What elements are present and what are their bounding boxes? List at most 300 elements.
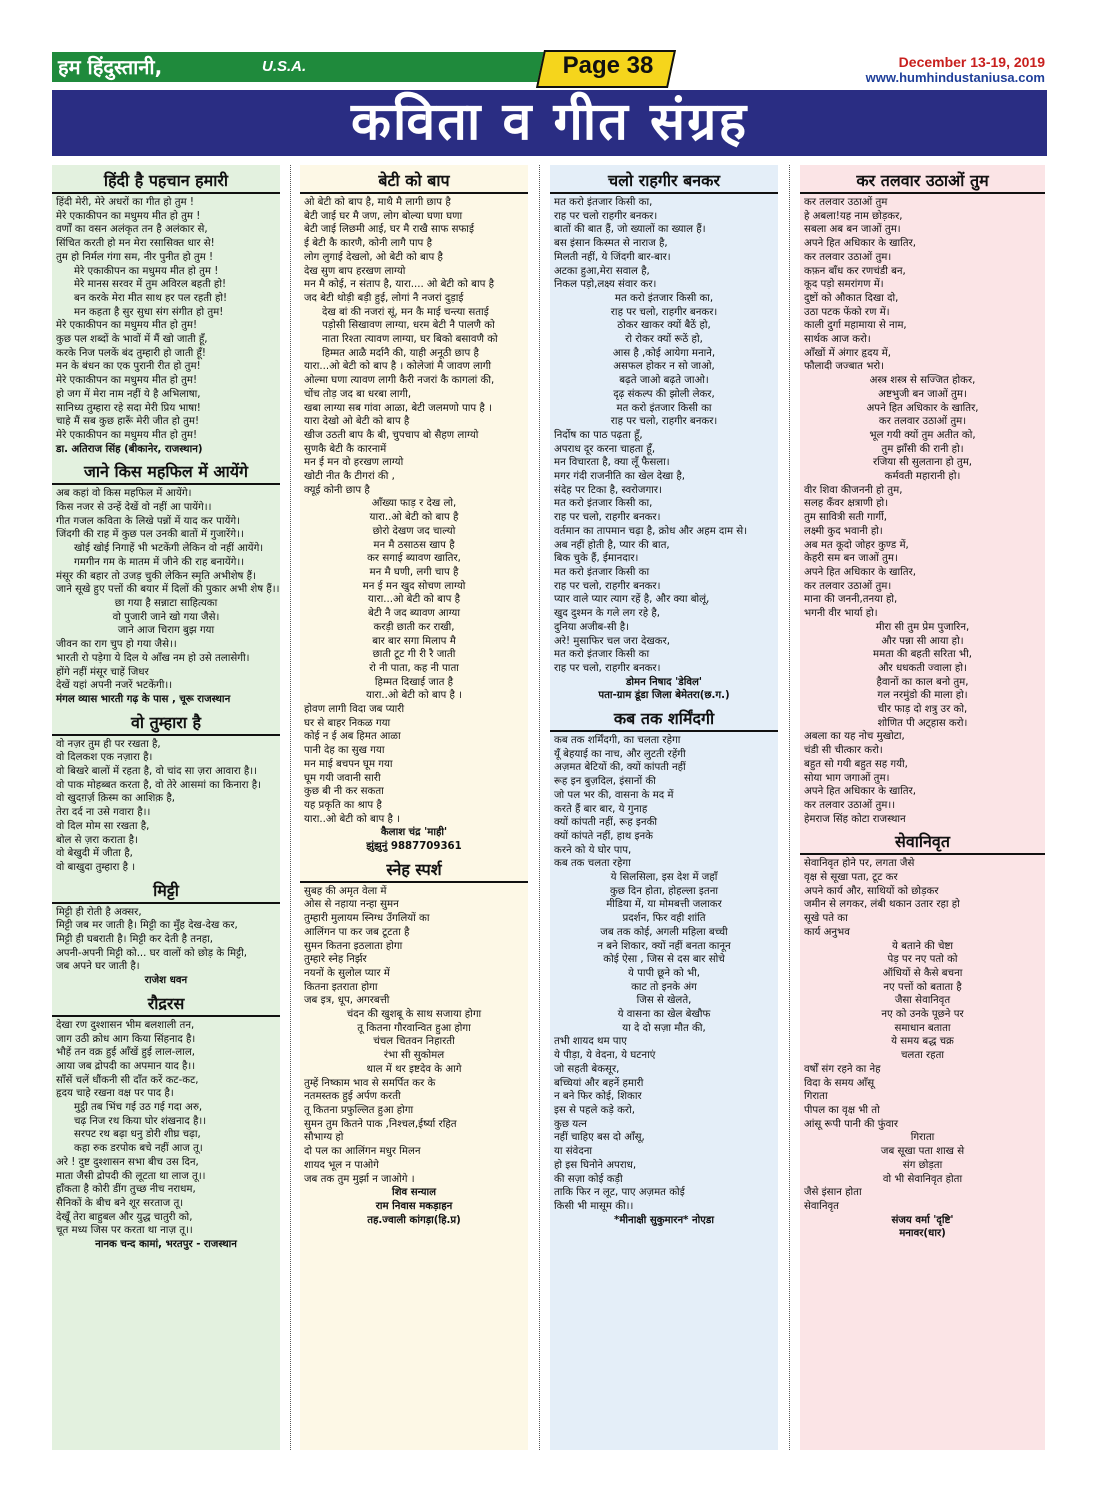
poem-line: ओल्मा घणा त्यावण लागी कैरी नजरां कै कागलां की, xyxy=(304,375,495,387)
poem-line: दुनिया अजीब-सी है। xyxy=(554,621,629,633)
poem-line: नए पत्तों को बताता है xyxy=(883,981,962,993)
poem-line: बेटी जाई घर मै जण, लोग बोल्या घणा घणा xyxy=(304,210,463,222)
poem-line: तह.ज्वाली कांगड़ा(हि.प्र) xyxy=(367,1214,461,1226)
poem-line: यूँ बेहयाई का नाच, और लुटती रहेंगी xyxy=(554,748,686,760)
poem-line: राह पर चलो, राहगीर बनकर। xyxy=(554,580,661,592)
poem-line: काली दुर्गा महामाया से नाम, xyxy=(804,320,907,332)
poem-line: सुमन तुम कितने पाक ,निश्चल,ईर्ष्या रहित xyxy=(304,1118,457,1130)
poem-line: चीर फाड़ दो शत्रु उर को, xyxy=(877,704,968,716)
poem-line: मन ई मन खुद सोचण लाग्यो xyxy=(362,580,466,592)
column-2 xyxy=(300,165,528,1450)
poem-line: जब अपने घर जाती है। xyxy=(56,961,140,973)
poem-line: असफल होकर न सो जाओ, xyxy=(613,361,715,373)
poem-line: जैसा सेवानिवृत xyxy=(894,995,951,1007)
poem-line: कर तलवार उठाओं तुम xyxy=(804,197,888,208)
poem-line: अब नहीं होती है, प्यार की बात, xyxy=(554,539,670,551)
poem-line: क्यों कांपते नहीं, हाथ इनके xyxy=(554,830,653,842)
poem-line: जब इत्र, धूप, अगरबत्ती xyxy=(304,995,390,1007)
poem-line: जमीन से लगकर, लंबी थकान उतार रहा हो xyxy=(804,899,960,911)
poem-line: जो पल भर की, वासना के मद में xyxy=(554,789,674,801)
poem-line: राजेश धवन xyxy=(144,975,188,987)
poem-line: ई बेटी कै कारणै, कोनी लागै पाप है xyxy=(304,238,432,250)
poem-line: अरे! मुसाफिर चल जरा देखकर, xyxy=(554,635,670,647)
poem-line: भौहें तन वक्र हुई आँखें हुई लाल-लाल, xyxy=(56,1047,195,1059)
poem-line: गल नरमुंडो की माला हो। xyxy=(877,690,968,702)
poem-line: तुम झाँसी की रानी हो। xyxy=(881,443,964,455)
poem-line: जब सूखा पता शाख से xyxy=(880,1146,965,1158)
poem-line: बस इंसान किस्मत से नाराज है, xyxy=(554,238,668,250)
poem-line: छा गया है सन्नाटा साहित्यका xyxy=(114,597,218,609)
poem-line: मत करो इंतजार किसी का xyxy=(554,649,650,661)
poem-line: बढ़ते जाओ बढ़ते जाओ। xyxy=(619,375,709,387)
poem-line: ताकि फिर न लूट, पाए अज़मत कोई xyxy=(554,1187,685,1199)
poem-line: कफ़न बाँध कर रणचंडी बन, xyxy=(804,265,906,277)
poem-line: चंदन की खुशबू के साथ सजाया होगा xyxy=(346,1009,482,1021)
poem-line: और पन्ना सी आया हो। xyxy=(881,635,964,647)
poem-title: जाने किस महफिल में आयेंगे xyxy=(52,460,280,485)
poem-line: ठोकर खाकर क्यों बैठें हो, xyxy=(617,320,711,332)
poem-line: बच्चियां और बहनें हमारी xyxy=(554,1077,644,1089)
poem-line: अबला का यह नोच मुखोटा, xyxy=(804,731,905,743)
poem-line: माता जैसी द्रोपदी की लूटता था लाज तू।। xyxy=(56,1170,206,1182)
poem-line: तेरा दर्द ना उसे गवारा है।। xyxy=(56,807,151,819)
poem-line: चूत मध्य जिस पर करता था नाज़ तू।। xyxy=(56,1225,193,1237)
poem-line: रो नी पाता, कह नी पाता xyxy=(369,662,459,674)
poem-line: मिलती नहीं, ये जिंदगी बार-बार। xyxy=(554,251,671,263)
poem-line: जैसे इंसान होता xyxy=(804,1187,862,1199)
column-divider xyxy=(789,165,790,1450)
poem-line: हो जग में मेरा नाम नहीं ये है अभिलाषा, xyxy=(56,388,201,400)
poem-line: सिंचित करती हो मन मेरा रसासिक्त धार से! xyxy=(56,238,215,250)
poem-line: *मीनाक्षी सुकुमारन* नोएडा xyxy=(614,1214,714,1226)
poem-line: वो दिल मोम सा रखता है, xyxy=(56,820,150,832)
poem-title: कर तलवार उठाओं तुम xyxy=(800,169,1045,194)
poem-line: यह प्रकृति का श्राप है xyxy=(304,799,382,811)
poem-line: हृदय चाहे रखना वक्ष पर पाद है। xyxy=(56,1088,174,1100)
poem-line: खबा लाग्या सब गांवा आळा, बेटी जलमणो पाप है । xyxy=(304,402,492,414)
poem-line: चढ़ निज रथ किया घोर शंखनाद है।। xyxy=(74,1115,207,1127)
poem-line: चंडी सी चीत्कार करो। xyxy=(804,745,883,757)
poem-line: राह पर चलो, राहगीर बनकर। xyxy=(554,662,661,674)
poem-line: तुम हो निर्मल गंगा सम, नीर पुनीत हो तुम ! xyxy=(56,251,214,263)
poem-line: वो बिखरे बालों में रहता है, वो चांद सा ज़रा आवारा है।। xyxy=(56,766,258,778)
poem-line: गिराता xyxy=(804,1091,828,1103)
poem-title: रौद्ररस xyxy=(52,992,280,1017)
poem-line: बेटी जाई लिछमी आई, घर मै राखै साफ सफाई xyxy=(304,224,474,236)
poem-line: आया जब द्रोपदी का अपमान याद है।। xyxy=(56,1060,196,1072)
poem-line: गिराता xyxy=(910,1132,935,1144)
poem-line: डोमन निषाद 'डेविल' xyxy=(625,676,703,688)
poem-line: जिस से खेलते, xyxy=(636,995,692,1007)
website-url[interactable]: www.humhindustaniusa.com xyxy=(865,70,1045,85)
poem-line: न बने फिर कोई, शिकार xyxy=(554,1091,642,1103)
poem-line: तुम्हें निष्काम भाव से समर्पित कर के xyxy=(304,1077,436,1089)
poem-line: करड़ी छाती कर राखी, xyxy=(373,621,455,633)
poem-line: डा. अतिराज सिंह (बीकानेर, राजस्थान) xyxy=(56,443,203,455)
poem-line: मत करो इंतजार किसी का, xyxy=(554,197,653,208)
poem-line: तुम्हारे स्नेह निर्झर xyxy=(304,954,367,966)
poem-line: की सज़ा कोई कड़ी xyxy=(554,1173,623,1185)
poem-line: समाधान बताता xyxy=(894,1022,951,1034)
poem-line: दुष्टों को औकात दिखा दो, xyxy=(804,292,899,304)
poem-line: तू कितना प्रफुल्लित हुआ होगा xyxy=(304,1105,414,1116)
poem-line: हे अबला!यह नाम छोड़कर, xyxy=(804,210,903,222)
poem-line: वो खुदग़र्ज़ क़िस्म का आशिक़ है, xyxy=(56,793,175,805)
poem-line: क्यों कांपती नहीं, रूह इनकी xyxy=(554,817,658,829)
poem-line: अब कहां वो किस महफिल में आयेंगे। xyxy=(56,488,192,500)
poem-line: सबला अब बन जाओं तुम। xyxy=(804,224,901,236)
poem-line: वो भी सेवानिवृत होता xyxy=(882,1173,963,1185)
poem-line: मेरे एकाकीपन का मधुमय मीत हो तुम! xyxy=(56,320,198,332)
poem-line: वर्तमान का तापमान चढ़ा है, क्रोध और अहम दाम से। xyxy=(554,525,748,537)
poem-line: कब तक चलता रहेगा xyxy=(554,858,631,870)
poem-line: ये पापी छूने को भी, xyxy=(627,967,700,979)
poem-line: होंगे नहीं मंसूर चाहें जिधर xyxy=(56,666,149,678)
poem-line: खुद दुश्मन के गले लग रहे है, xyxy=(554,608,660,620)
poem-line: करने को ये घोर पाप, xyxy=(554,844,632,856)
poem-line: जब तक तुम मुर्झा न जाओगे । xyxy=(304,1173,415,1185)
poem-line: साँसें चलें धौंकनी सी दाँत करें कट-कट, xyxy=(56,1074,199,1086)
poem-line: नाता रिश्ता त्यावण लाग्या, घर बिको बसावणै को xyxy=(322,334,498,346)
poem-line: करते हैं बार बार, ये गुनाह xyxy=(554,803,648,815)
poem-line: ये वासना का खेल बेखौफ xyxy=(617,1009,711,1021)
poem-line: मंसूर की बहार तो उजड़ चुकी लेकिन स्मृति अभीशेष हैं। xyxy=(56,570,256,582)
poem-line: भगनी वीर भार्या हो। xyxy=(804,608,878,620)
poem-line: मेरे मानस सरवर में तुम अविरल बहती हो! xyxy=(74,279,227,291)
poem-line: कुछ दिन होता, होहल्ला इतना xyxy=(609,885,719,897)
poem-line: जाने आज चिराग बुझ गया xyxy=(117,625,215,637)
poem-line: तुम्हारी मुलायम स्निग्ध उँगलियों का xyxy=(304,913,430,925)
poem-line: पीपल का वृक्ष भी तो xyxy=(804,1105,880,1116)
poem-line: सार्थक आज करो। xyxy=(804,334,871,346)
poem-line: ये पीड़ा, ये वेदना, ये घटनाएं xyxy=(554,1050,656,1062)
poem-line: भारती रो पड़ेगा ये दिल ये आँख नम हो उसे तलासेगी। xyxy=(56,652,250,664)
poem-line: बार बार सगा मिलाप मै xyxy=(372,635,456,647)
poem-line: वर्णों का वसन अलंकृत तन है अलंकार से, xyxy=(56,224,208,236)
column-3 xyxy=(550,165,778,1450)
poem-line: रूह इन बुज़दिल, इंसानों की xyxy=(554,776,656,788)
poem-line: ये सिलसिला, इस देश में जहाँ xyxy=(610,872,718,884)
poem-line: कर तलवार उठाओं तुम। xyxy=(804,251,892,263)
poem-line: वो पुजारी जाने खो गया जैसे। xyxy=(112,611,220,623)
poem-line: मीडिया में, या मोमबत्ती जलाकर xyxy=(606,899,722,911)
poem-line: अपने हित अधिकार के खातिर, xyxy=(866,402,979,414)
poem-line: घूम गयी जवानी सारी xyxy=(304,772,381,784)
poem-line: देख सुण बाप हरखण लाग्यो xyxy=(304,265,406,277)
poem-line: किसी भी मासूम की।। xyxy=(554,1200,634,1212)
poem-line: पानी देह का सुख गया xyxy=(304,745,385,757)
poem-line: पता-ग्राम डूंडा जिला बेमेतरा(छ.ग.) xyxy=(598,690,730,702)
poem-line: सेवानिवृत xyxy=(804,1200,839,1212)
poem-line: निर्दोष का पाठ पढ़ता हूँ, xyxy=(554,429,643,441)
poem-line: बोल से ज़रा कराता है। xyxy=(56,834,138,846)
poem-line: अरे ! दुष्ट दुश्शासन सभा बीच उस दिन, xyxy=(56,1156,199,1168)
poem-title: बेटी को बाप xyxy=(300,169,528,194)
poem-line: देखें यहां अपनी नजरें भटकेंगी।। xyxy=(56,680,173,692)
poem-line: मनावर(धार) xyxy=(899,1228,946,1240)
poem-line: निकल पड़ो,लक्ष्य संवार कर। xyxy=(554,279,657,291)
poem-line: मन के बंधन का एक पुरानी रीत हो तुम! xyxy=(56,361,201,373)
poem-line: अपने हित अधिकार के खातिर, xyxy=(804,566,916,578)
poem-line: रंभा सी सुकोमल xyxy=(383,1050,445,1062)
poem-line: किस नजर से उन्हें देखें वो नहीं आ पायेंगे।। xyxy=(56,502,212,514)
poem-line: कैलाश चंद्र 'माही' xyxy=(380,827,448,839)
poem-line: अपनी-अपनी मिट्टी को... घर वालों को छोड़ के मिट्टी, xyxy=(56,947,247,959)
section-title: कविता व गीत संग्रह xyxy=(350,92,749,152)
column-divider xyxy=(539,165,540,1450)
poem-line: माना की जननी,तनया हो, xyxy=(804,594,898,606)
poem-line: छाती टूट गी री रै जाती xyxy=(372,649,456,661)
poem-line: ये समय बद्ध चक्र xyxy=(891,1036,954,1048)
column-divider xyxy=(290,165,291,1450)
poem-line: हो इस घिनोने अपराध, xyxy=(554,1159,637,1171)
poem-line: मन माई बचपन घूम गया xyxy=(304,758,393,770)
poem-line: थाल में थर इष्टदेव के आगे xyxy=(366,1063,462,1075)
poem-line: या दे दो सज़ा मौत की, xyxy=(622,1022,706,1034)
poem-line: अस्त्र शस्त्र से सज्जित होकर, xyxy=(869,375,976,387)
poem-line: मीरा सी तुम प्रेम पुजारिन, xyxy=(875,621,970,633)
poem-line: मत करो इंतजार किसी का, xyxy=(554,498,653,510)
poem-line: मेरे एकाकीपन का मधुमय मीत हो तुम! xyxy=(56,429,198,441)
poem-line: जाने सूखे हुए पत्तों की बयार में दिलों की पुकार अभी शेष हैं।। xyxy=(56,584,280,596)
poem-line: वीर शिवा कीजननी हो तुम, xyxy=(804,484,903,496)
poem-line: बहुत सो गयी बहुत सह गयी, xyxy=(804,758,908,770)
poem-line: चाहे मैं सब कुछ हारूँ मेरी जीत हो तुम! xyxy=(56,416,200,428)
poem-line: सुणकै बेटी कै कारनामें xyxy=(304,443,387,455)
paper-name: हम हिंदुस्तानी, xyxy=(58,55,163,79)
poem-title: मिट्टी xyxy=(52,879,280,904)
poem-line: शिव सन्याल xyxy=(391,1187,437,1199)
poem-line: मन कहता है सुर सुधा संग संगीत हो तुम! xyxy=(74,306,224,318)
poem-line: आलिंगन पा कर जब टूटता है xyxy=(304,926,410,938)
column-1 xyxy=(52,165,280,1450)
poem-line: कर तलवार उठाओं तुम। xyxy=(804,580,892,592)
poem-line: कर्मवती महारानी हो। xyxy=(884,471,961,483)
poem-line: सेवानिवृत होने पर, लगता जैसे xyxy=(804,858,915,870)
poem-line: प्रदर्शन, फिर वही शांति xyxy=(622,913,706,925)
poem-line: आस है ,कोई आयेगा मनाने, xyxy=(612,347,716,359)
poem-line: कितना इतराता होगा xyxy=(304,981,378,993)
poem-line: अब मत कूदो जोहर कुण्ड में, xyxy=(804,539,909,551)
poem-line: सुमन कितना इठलाता होगा xyxy=(304,940,403,952)
poem-line: वृक्ष से सूखा पता, टूट कर xyxy=(804,872,898,884)
poem-line: चोंच तोड़ जद बा धरबा लागी, xyxy=(304,388,412,400)
poem-line: इस से पहले कड़े करो, xyxy=(554,1105,635,1116)
poem-line: मिट्टी ही रोती है अक्सर, xyxy=(56,906,142,918)
poem-line: खोटी नीत कै टीगरां की , xyxy=(304,471,395,483)
poem-line: ओस से नहाया नन्हा सुमन xyxy=(304,899,399,911)
poem-line: कहा रुक डरपोक बचे नहीं आज तू। xyxy=(74,1143,203,1155)
poem-line: सानिध्य तुम्हारा रहे सदा मेरी प्रिय भाषा! xyxy=(56,402,201,414)
poem-line: विदा के समय आँसू xyxy=(804,1077,875,1089)
poem-line: राह पर चलो, राहगीर बनकर। xyxy=(554,512,661,524)
poem-title: चलो राहगीर बनकर xyxy=(550,169,778,194)
poem-line: या संवेदना xyxy=(554,1146,593,1158)
poem-line: यारा..ओ बेटी को बाप है xyxy=(369,512,459,524)
poem-line: जिंदगी की राह में कुछ पल उनकी बातों में गुजारेंगे।। xyxy=(56,529,244,541)
poem-line: वो बाखुदा तुम्हारा है । xyxy=(56,861,136,873)
poem-line: केहरी सम बन जाओं तुम। xyxy=(804,553,898,565)
poem-line: कर तलवार उठाओं तुम।। xyxy=(804,799,896,811)
poem-line: पेड़ पर नए पतो को xyxy=(887,954,958,966)
poem-line: मंगल व्यास भारती गढ़ के पास , चूरू राजस्थान xyxy=(56,693,231,705)
poem-line: होवण लागी विदा जब प्यारी xyxy=(304,704,405,716)
poem-line: मन विचारता है, क्या लूँ फैसला। xyxy=(554,457,670,469)
poem-line: लोग लुगाई देखलो, ओ बेटी को बाप है xyxy=(304,251,443,263)
poem-line: तू कितना गौरवान्वित हुआ होगा xyxy=(357,1022,471,1034)
poem-line: मेरे एकाकीपन का मधुमय मीत हो तुम ! xyxy=(56,210,201,222)
poem-line: आंसू रूपी पानी की फुंवार xyxy=(804,1118,899,1130)
poem-line: काट तो इनके अंग xyxy=(631,981,697,993)
poem-line: राम निवास मकड़ाहन xyxy=(375,1200,453,1212)
poem-line: फौलादी जज्बात भरो। xyxy=(804,361,885,373)
poem-line: घर से बाहर निकळ गया xyxy=(304,717,391,729)
poem-line: राह पर चलो, राहगीर बनकर। xyxy=(610,416,718,428)
poem-line: यारा...ओ बेटी को बाप है xyxy=(367,594,461,606)
poem-line: सोया भाग जगाओं तुम। xyxy=(804,772,890,784)
poem-title: स्नेह स्पर्श xyxy=(300,858,528,883)
poem-line: संजय वर्मा 'दृष्टि' xyxy=(891,1214,954,1226)
poem-line: जाग उठी क्रोध आग किया सिंहनाद है। xyxy=(56,1033,196,1045)
poem-line: अष्टभुजी बन जाओं तुम। xyxy=(878,388,967,400)
poem-line: करके निज पलकें बंद तुम्हारी हो जाती हूँ! xyxy=(56,347,206,359)
poem-line: मेरे एकाकीपन का मधुमय मीत हो तुम ! xyxy=(74,265,219,277)
poem-line: क्यूई कोनी छाप है xyxy=(304,484,370,496)
poem-line: रजिया सी सुलताना हो तुम, xyxy=(872,457,973,469)
page-number: Page 38 xyxy=(562,52,654,79)
poem-title: वो तुम्हारा है xyxy=(52,711,280,736)
poem-line: बन करके मेरा मीत साथ हर पल रहती हो! xyxy=(74,292,228,304)
poem-line: वर्षों संग रहने का नेह xyxy=(804,1063,881,1075)
poem-line: मत करो इंतजार किसी का xyxy=(554,566,650,578)
poem-line: ओ बेटी को बाप है, माथै मै लागी छाप है xyxy=(304,197,451,208)
poem-line: लक्ष्मी कुद भवानी हो। xyxy=(804,525,883,537)
poem-line: बेटी नै जद ब्यावण आग्या xyxy=(368,608,460,620)
poem-line: शोणित पी अट्हास करो। xyxy=(877,717,968,729)
poem-line: उठा पटक फेंको रण में। xyxy=(804,306,890,318)
poem-line: अज़मत बेटियों की, क्यों कांपती नहीं xyxy=(554,762,686,774)
poem-line: चलता रहता xyxy=(900,1050,945,1062)
poem-line: चंचल चितवन निहारती xyxy=(373,1036,455,1048)
poem-line: यारा देखो ओ बेटी को बाप है xyxy=(304,416,410,428)
poem-line: ऑधियों से कैसे बचना xyxy=(882,967,963,979)
poem-title: कब तक शर्मिंदगी xyxy=(550,707,778,732)
poem-line: ये बताने की चेष्टा xyxy=(891,940,954,952)
poem-line: वो नज़र तुम ही पर रखता है, xyxy=(56,738,161,750)
poem-line: कर तलवार उठाओं तुम। xyxy=(878,416,967,428)
poem-line: संग छोड़ता xyxy=(902,1159,943,1171)
poem-line: भूल गयी क्यों तुम अतीत को, xyxy=(869,429,976,441)
poem-line: जो सहती बेकसूर, xyxy=(554,1063,620,1075)
poem-line: अपने कार्य और, साथियों को छोड़कर xyxy=(804,885,939,897)
poem-line: सूखे पते का xyxy=(804,913,848,925)
poem-line: खोई खोई निगाहें भी भटकेंगी लेकिन वो नहीं आयेंगे। xyxy=(74,543,264,555)
poem-line: मन ई मन वो हरखण लाग्यो xyxy=(304,457,404,469)
poem-line: वो दिलकश एक नज़ारा है। xyxy=(56,752,153,764)
poem-line: संदेह पर टिका है, स्वरोजगार। xyxy=(554,484,662,496)
poem-line: दृढ़ संकल्प की झोली लेकर, xyxy=(613,388,715,400)
poem-line: यारा..ओ बेटी को बाप है । xyxy=(304,813,401,825)
poem-line: मन मै कोई, न संताप है, यारा.... ओ बेटी को बाप है xyxy=(304,279,495,291)
poem-line: तुम सावित्री सती गार्गी, xyxy=(804,512,888,524)
poem-line: प्यार वाले प्यार त्याग रहें है, और क्या बोलूं, xyxy=(554,594,710,606)
paper-subtitle: U.S.A. xyxy=(262,58,307,75)
poem-line: सौभाग्य हो xyxy=(304,1132,344,1144)
poem-line: मिट्टी जब मर जाती है। मिट्टी का मुँह देख-देख कर, xyxy=(56,920,238,932)
poem-line: कब तक शर्मिंदगी, का चलता रहेगा xyxy=(554,735,681,747)
poem-line: हैवानों का काल बनो तुम, xyxy=(876,676,969,688)
poem-line: बातों की बात हैं, जो ख्यालों का ख्याल हैं। xyxy=(554,224,706,236)
poem-line: सैनिकों के बीच बने शूर सरताज तू। xyxy=(56,1198,184,1209)
poem-line: छोरो देखण जद चाल्यो xyxy=(372,525,456,537)
poem-line: नतमस्तक हुई अर्पण करती xyxy=(304,1091,401,1103)
poem-line: पड़ोसी सिखावण लाग्या, धरम बेटी नै पालणै को xyxy=(322,320,495,332)
poem-line: मत करो इंतजार किसी का, xyxy=(614,292,714,304)
poem-line: और धधकती ज्वाला हो। xyxy=(878,662,967,674)
poem-line: तभी शायद थम पाए xyxy=(554,1036,627,1048)
poem-line: जब तक कोई, अगली महिला बच्ची xyxy=(600,926,728,938)
poem-line: हिम्मत आळै मर्दानै की, याही अनूठी छाप है xyxy=(322,347,479,359)
poem-line: नहीं चाहिए बस दो आँसू, xyxy=(554,1132,645,1144)
poem-line: सलह कँवर क्षत्राणी हो। xyxy=(804,498,889,510)
poem-line: मुट्ठी तब भिंच गई उठ गई गदा अरु, xyxy=(74,1102,203,1114)
poem-line: देखूँ तेरा बाहुबल और युद्ध चातुरी को, xyxy=(56,1211,193,1223)
poem-line: कुछ पल शब्दों के भावों में मैं खो जाती हूँ, xyxy=(56,334,208,346)
poem-line: कार्य अनुभव xyxy=(804,926,850,938)
poem-line: हिंदी मेरी, मेरे अधरों का गीत हो तुम ! xyxy=(56,197,194,208)
poem-line: हिम्मत दिखाई जात है xyxy=(374,676,454,688)
poem-line: कुछ यत्न xyxy=(554,1118,587,1130)
poem-line: हाँकता है कोरी डींग तुच्छ नीच नराधम, xyxy=(56,1184,196,1196)
poem-line: न बने शिकार, क्यों नहीं बनता कानून xyxy=(597,940,731,952)
poem-line: राह पर चलो, राहगीर बनकर। xyxy=(610,306,718,318)
poem-line: सुबह की अमृत वेला में xyxy=(304,885,387,897)
poem-line: नानक चन्द कामां, भरतपुर - राजस्थान xyxy=(95,1239,237,1251)
poem-line: जद बेटी थोड़ी बड़ी हुई, लोगां नै नजरां दुड़ाई xyxy=(304,292,464,304)
poem-line: कूद पड़ो समरांगण में। xyxy=(804,279,884,291)
poem-line: यारा...ओ बेटी को बाप है । कोलेजां मै जावण लागी xyxy=(304,361,492,373)
poem-line: नए को उनके पूछने पर xyxy=(881,1009,964,1021)
poem-line: गमगीन गम के मातम में जीने की राह बनायेंगे।। xyxy=(74,556,245,568)
poem-line: अटका हुआ,मेरा सवाल है, xyxy=(554,265,650,277)
poem-line: आँखों में अंगार हृदय में, xyxy=(804,347,892,359)
poem-line: सरपट रथ बढ़ा धनु डोरी शीघ्र चढ़ा, xyxy=(74,1129,201,1141)
poem-line: बिक चुके हैं, ईमानदार। xyxy=(554,553,639,565)
poem-line: अपने हित अधिकार के खातिर, xyxy=(804,238,916,250)
poem-line: आँख्या फाड़ र देख लो, xyxy=(371,498,457,510)
poem-line: वो बेखुदी में जीता है, xyxy=(56,848,133,860)
poem-line: कर सगाई ब्यावण खातिर, xyxy=(367,553,461,565)
poem-line: अपने हित अधिकार के खातिर, xyxy=(804,786,916,798)
poem-line: अपराध दूर करना चाहता हूँ, xyxy=(554,443,656,455)
poem-line: गीत गजल कविता के लिखे पन्नों में याद कर पायेंगे। xyxy=(56,515,241,527)
poem-line: मेरे एकाकीपन का मधुमय मीत हो तुम! xyxy=(56,375,198,387)
poem-title: हिंदी है पहचान हमारी xyxy=(52,169,280,194)
poem-line: मन मै घणी, लगी चाप है xyxy=(369,566,459,578)
poem-line: ममता की बहती सरिता भी, xyxy=(873,649,972,661)
poem-line: झुंझुनुं 9887709361 xyxy=(366,841,462,853)
poem-line: वो पाक मोहब्बत करता है, वो तेरे आसमां का किनारा है। xyxy=(56,779,261,791)
poem-line: यारा..ओ बेटी को बाप है । xyxy=(365,690,462,702)
poem-line: जीवन का राग चुप हो गया जैसे।। xyxy=(56,639,177,651)
poem-line: रो रोकर क्यों रूठें हो, xyxy=(625,334,703,346)
poem-line: खीज उठती बाप कै बी, चुपचाप बो सैहण लाग्यो xyxy=(304,429,479,441)
issue-date: December 13-19, 2019 xyxy=(898,54,1045,70)
poem-line: शायद भूल न पाओगे xyxy=(304,1159,379,1171)
poem-line: कोई ऐसा , जिस से दस बार सोचे xyxy=(603,954,725,966)
poem-line: हेमराज सिंह कोटा राजस्थान xyxy=(804,813,906,825)
poem-title: सेवानिवृत xyxy=(800,830,1045,855)
